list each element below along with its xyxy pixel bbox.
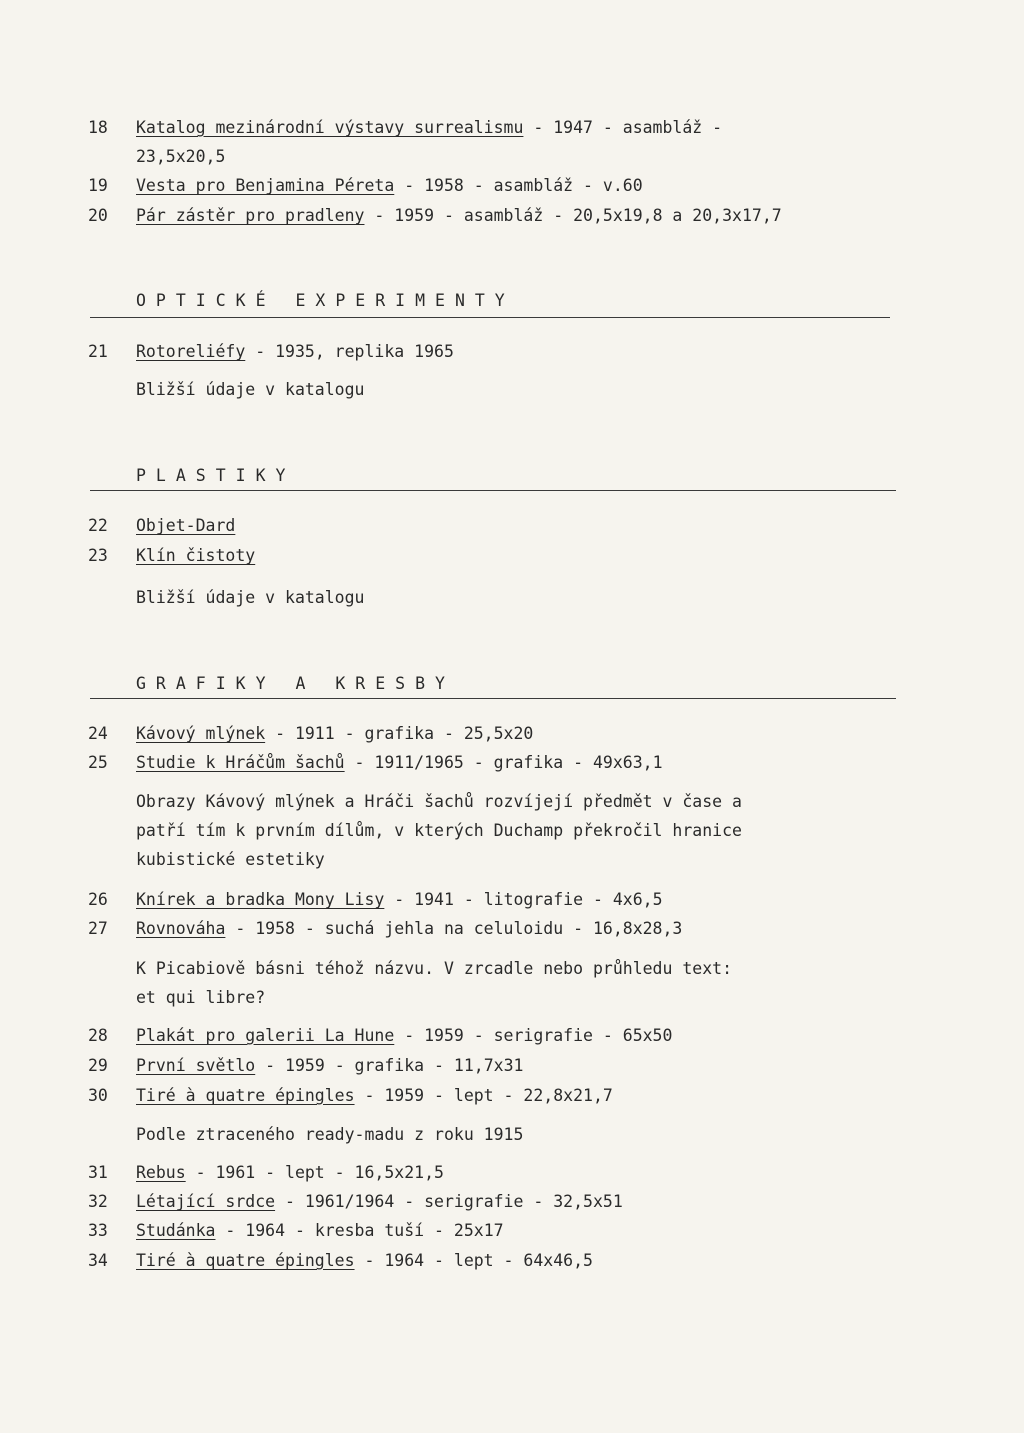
item-title: Tiré à quatre épingles [136, 1251, 355, 1270]
item-title: Pár zástěr pro pradleny [136, 206, 365, 225]
item-number: 32 [88, 1192, 108, 1211]
note-text: et qui libre? [136, 988, 266, 1007]
list-item [88, 919, 682, 939]
item-title: Studie k Hráčům šachů [136, 753, 345, 772]
list-item [88, 1221, 504, 1241]
item-title: Létající srdce [136, 1192, 276, 1211]
section-heading-optical: OPTICKÉ EXPERIMENTY [136, 291, 515, 310]
item-number: 23 [88, 546, 108, 565]
list-item [88, 118, 722, 138]
item-details: - 1947 - asambláž - [523, 118, 723, 137]
item-details: - 1961 - lept - 16,5x21,5 [185, 1163, 444, 1182]
item-number: 24 [88, 724, 108, 743]
item-number: 34 [88, 1251, 108, 1270]
list-item [88, 724, 533, 744]
item-details: - 1958 - suchá jehla na celuloidu - 16,8x28,3 [225, 919, 683, 938]
list-item [88, 176, 643, 196]
item-number: 28 [88, 1026, 108, 1045]
item-number: 21 [88, 342, 108, 361]
item-title: Plakát pro galerii La Hune [136, 1026, 395, 1045]
note-text: Bližší údaje v katalogu [136, 380, 365, 399]
item-title: Rovnováha [136, 919, 226, 938]
item-title: Rotoreliéfy [136, 342, 246, 361]
item-title: Katalog mezinárodní výstavy surrealismu [136, 118, 524, 137]
item-number: 31 [88, 1163, 108, 1182]
list-item [88, 1251, 593, 1271]
note-text: Podle ztraceného ready-madu z roku 1915 [136, 1125, 524, 1144]
list-item [88, 1163, 444, 1183]
item-details: - 1961/1964 - serigrafie - 32,5x51 [275, 1192, 623, 1211]
item-title: Knírek a bradka Mony Lisy [136, 890, 385, 909]
item-number: 33 [88, 1221, 108, 1240]
item-number: 29 [88, 1056, 108, 1075]
item-number: 22 [88, 516, 108, 535]
item-number: 19 [88, 176, 108, 195]
list-item [88, 1086, 613, 1106]
note-text: Obrazy Kávový mlýnek a Hráči šachů rozvíjejí předmět v čase a [136, 792, 742, 811]
item-details: - 1964 - lept - 64x46,5 [354, 1251, 593, 1270]
list-item [88, 516, 235, 536]
item-number: 18 [88, 118, 108, 137]
item-title: Kávový mlýnek [136, 724, 266, 743]
item-number: 20 [88, 206, 108, 225]
item-details: - 1959 - grafika - 11,7x31 [255, 1056, 524, 1075]
section-divider [90, 317, 890, 318]
item-title: Tiré à quatre épingles [136, 1086, 355, 1105]
item-details: - 1958 - asambláž - v.60 [394, 176, 643, 195]
item-title: První světlo [136, 1056, 256, 1075]
item-title: Studánka [136, 1221, 216, 1240]
item-number: 27 [88, 919, 108, 938]
section-divider [90, 490, 896, 491]
item-details: - 1941 - litografie - 4x6,5 [384, 890, 663, 909]
list-item [88, 890, 663, 910]
section-divider [90, 698, 896, 699]
item-title: Objet-Dard [136, 516, 236, 535]
section-heading-graphics: GRAFIKY A KRESBY [136, 674, 455, 693]
item-details: 23,5x20,5 [136, 147, 226, 166]
list-item [88, 342, 454, 362]
list-item [88, 1192, 623, 1212]
note-text: kubistické estetiky [136, 850, 325, 869]
item-title: Klín čistoty [136, 546, 256, 565]
item-details: - 1964 - kresba tuší - 25x17 [215, 1221, 504, 1240]
section-heading-plastics: PLASTIKY [136, 466, 296, 485]
list-item [88, 1026, 672, 1046]
item-number: 30 [88, 1086, 108, 1105]
note-text: K Picabiově básni téhož názvu. V zrcadle nebo průhledu text: [136, 959, 733, 978]
note-text: Bližší údaje v katalogu [136, 588, 365, 607]
item-title: Rebus [136, 1163, 186, 1182]
item-details: - 1935, replika 1965 [245, 342, 454, 361]
list-item [88, 546, 255, 566]
item-number: 26 [88, 890, 108, 909]
item-details: - 1959 - lept - 22,8x21,7 [354, 1086, 613, 1105]
item-details: - 1959 - serigrafie - 65x50 [394, 1026, 673, 1045]
item-title: Vesta pro Benjamina Péreta [136, 176, 395, 195]
list-item [88, 206, 782, 226]
list-item-continuation [88, 147, 225, 167]
item-number: 25 [88, 753, 108, 772]
item-details: - 1959 - asambláž - 20,5x19,8 a 20,3x17,7 [364, 206, 782, 225]
list-item [88, 1056, 523, 1076]
list-item [88, 753, 663, 773]
item-details: - 1911/1965 - grafika - 49x63,1 [344, 753, 663, 772]
item-details: - 1911 - grafika - 25,5x20 [265, 724, 534, 743]
note-text: patří tím k prvním dílům, v kterých Duchamp překročil hranice [136, 821, 742, 840]
